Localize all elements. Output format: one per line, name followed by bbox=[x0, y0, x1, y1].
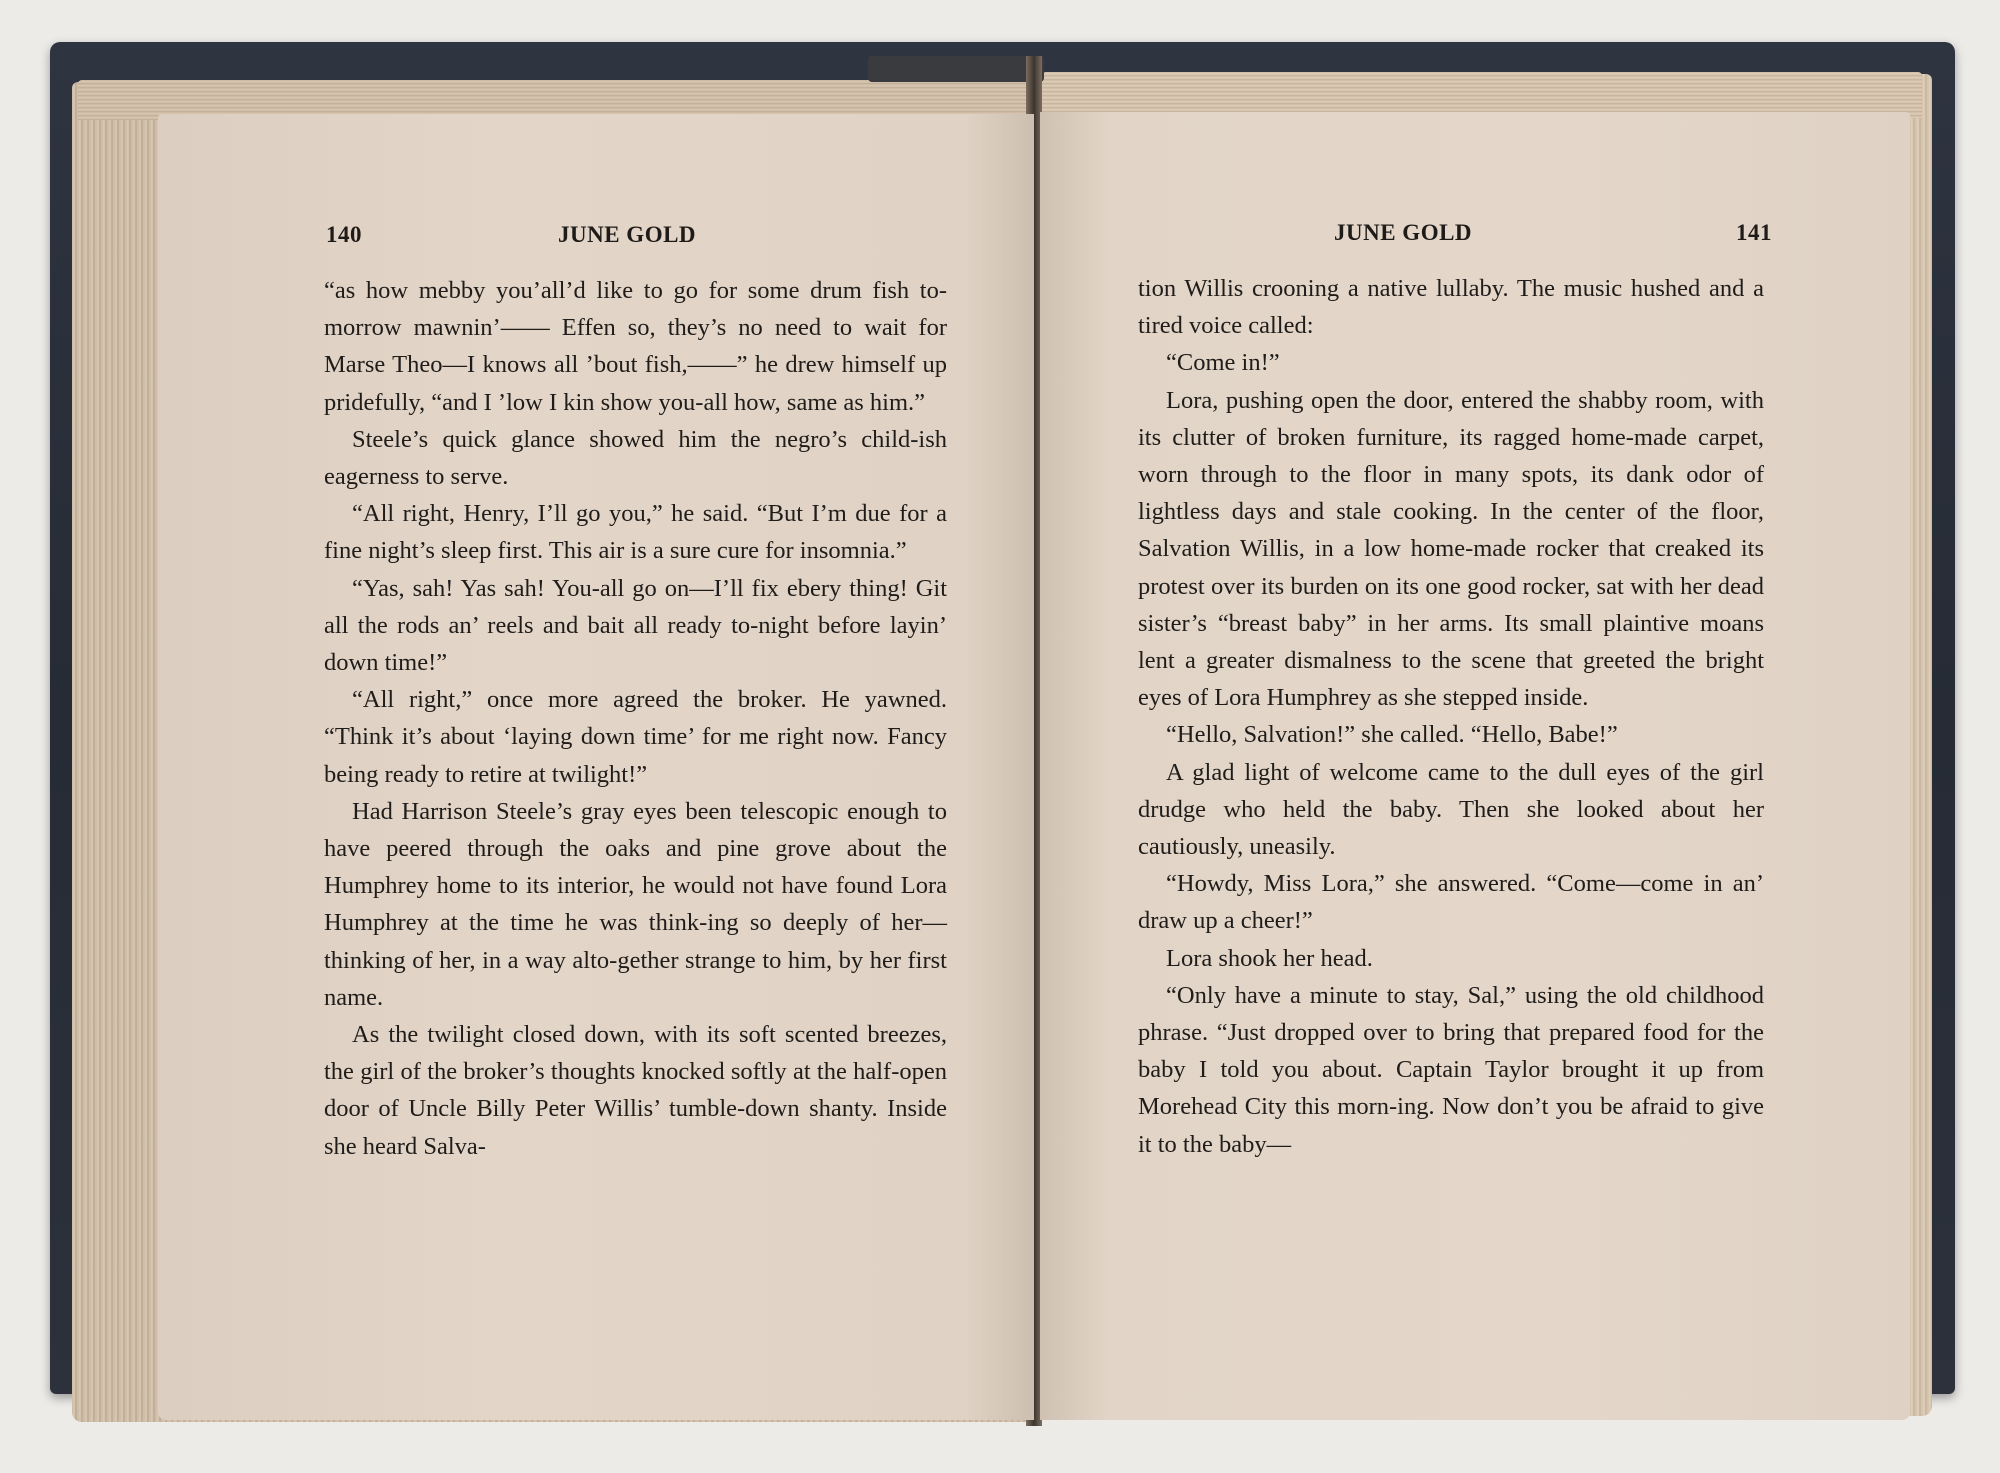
page-body bbox=[324, 272, 947, 1165]
running-title: JUNE GOLD bbox=[558, 222, 697, 247]
paragraph: Lora, pushing open the door, entered the shabby room, with its clutter of broken furniture, its ragged home-made carpet, worn through to the floor in many spots, its dank odor of lightless days and stale cooking. In the center of the floor, Salvation Willis, in a low home-made rocker that creaked its protest over its burden on its one good rocker, sat with her dead sister’s “breast baby” in her arms. Its small plaintive moans lent a greater dismalness to the scene that greeted the bright eyes of Lora Humphrey as she stepped inside. bbox=[1138, 386, 1764, 712]
running-title: JUNE GOLD bbox=[1334, 220, 1473, 245]
paragraph: “Come in!” bbox=[1166, 349, 1280, 377]
paragraph: Lora shook her head. bbox=[1166, 944, 1373, 972]
spine-headband bbox=[868, 56, 1044, 82]
paragraph: Steele’s quick glance showed him the negro’s child-ish eagerness to serve. bbox=[324, 425, 947, 491]
paragraph: Had Harrison Steele’s gray eyes been telescopic enough to have peered through the oaks and pine grove about the Humphrey home to its interior, he would not have found Lora Humphrey at the time he was think-ing so deeply of her—thinking of her, in a way alto-gether strange to him, by her first name. bbox=[324, 797, 947, 1011]
paragraph: “Howdy, Miss Lora,” she answered. “Come—come in an’ draw up a cheer!” bbox=[1138, 870, 1764, 935]
right-page bbox=[1040, 112, 1910, 1420]
page-body bbox=[1138, 270, 1764, 1163]
paragraph: A glad light of welcome came to the dull eyes of the girl drudge who held the baby. Then she looked about her cautiously, uneasily. bbox=[1138, 758, 1764, 861]
paragraph: “as how mebby you’all’d like to go for some drum fish to-morrow mawnin’—— Effen so, they’s no need to wait for Marse Theo—I knows all ’bout fish,——” he drew himself up pridefully, “and I ’low I kin show you-all how, same as him.” bbox=[324, 277, 947, 416]
paragraph: “Only have a minute to stay, Sal,” using the old childhood phrase. “Just dropped over to bring that prepared food for the baby I told you about. Captain Taylor brought it up from Morehead City this morn-ing. Now don’t you be afraid to give it to the baby— bbox=[1138, 981, 1764, 1158]
paragraph: “Yas, sah! Yas sah! You-all go on—I’ll fix ebery thing! Git all the rods an’ reels and bait all ready to-night before layin’ down time!” bbox=[324, 574, 947, 677]
paragraph: As the twilight closed down, with its soft scented breezes, the girl of the broker’s thoughts knocked softly at the half-open door of Uncle Billy Peter Willis’ tumble-down shanty. Inside she heard Salva- bbox=[324, 1021, 947, 1160]
paragraph: tion Willis crooning a native lullaby. The music hushed and a tired voice called: bbox=[1138, 275, 1764, 340]
page-number: 140 bbox=[326, 222, 362, 247]
page-number: 141 bbox=[1736, 220, 1772, 245]
paragraph: “All right,” once more agreed the broker. He yawned. “Think it’s about ‘laying down time’ for me right now. Fancy being ready to retire at twilight!” bbox=[324, 686, 947, 788]
paragraph: “All right, Henry, I’ll go you,” he said. “But I’m due for a fine night’s sleep first. This air is a sure cure for insomnia.” bbox=[324, 500, 947, 565]
paragraph: “Hello, Salvation!” she called. “Hello, Babe!” bbox=[1166, 721, 1618, 749]
left-page bbox=[158, 114, 1034, 1420]
